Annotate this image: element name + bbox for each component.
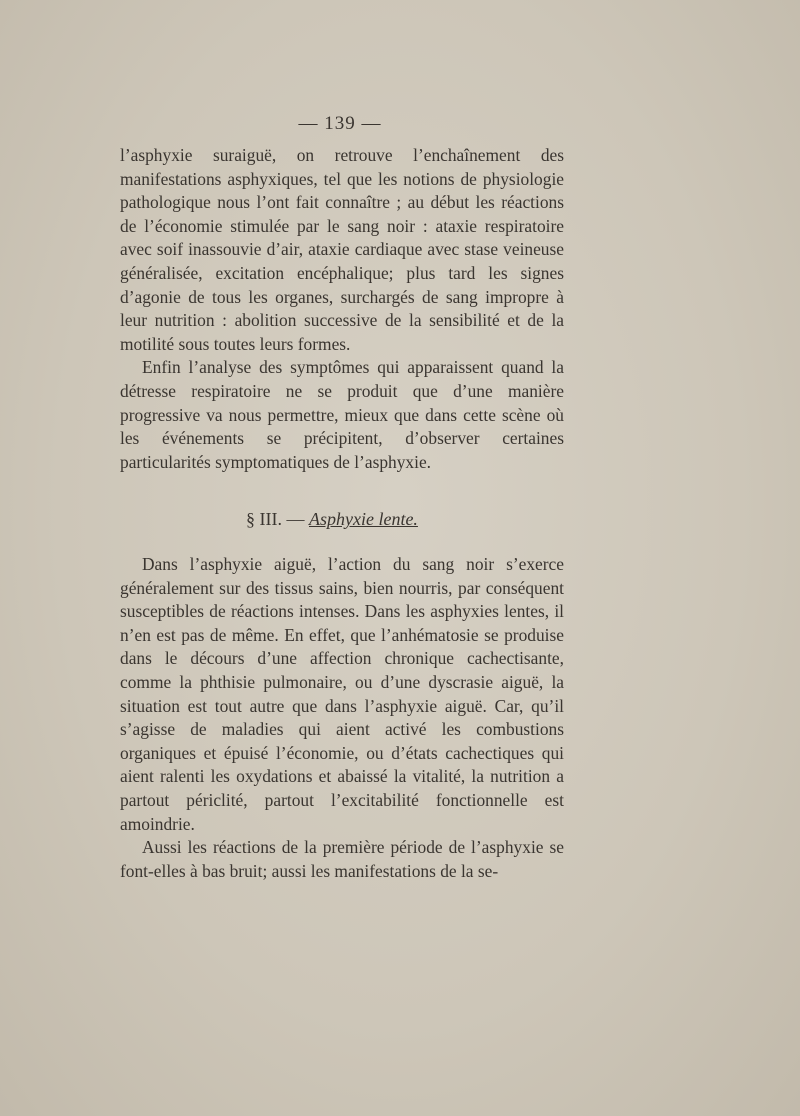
page-number: — 139 —: [298, 113, 382, 134]
paragraph: Dans l’asphyxie aiguë, l’action du sang noir s’exerce généralement sur des tissus sains, bien nourris, par conséquent susceptibles de réactions intenses. Dans les asphyxies lentes, il n’en est pas de même. En effet, que l’anhématosie se produise dans le décours d’une affection chronique cachectisante, comme la phthisie pulmonaire, ou d’une dyscrasie aiguë, la situation est tout autre que dans l’asphyxie aiguë. Car, qu’il s’agisse de maladies qui aient activé les combustions organiques et épuisé l’économie, ou d’états cachectiques qui aient ralenti les oxydations et abaissé la vitalité, la nutrition a partout périclité, partout l’excitabilité fonctionnelle est amoindrie.: [120, 554, 564, 834]
section-heading: [246, 509, 418, 530]
section-title: Asphyxie lente.: [308, 509, 418, 529]
paragraph: Aussi les réactions de la première période de l’asphyxie se font-elles à bas bruit; aussi les manifestations de la se-: [120, 837, 564, 881]
section-number: § III. —: [246, 509, 309, 529]
text-block-top: [120, 144, 564, 474]
paragraph: Enfin l’analyse des symptômes qui apparaissent quand la détresse respiratoire ne se produit que d’une manière progressive va nous permettre, mieux que dans cette scène où les événements se précipitent, d’observer certaines particularités symptomatiques de l’asphyxie.: [120, 357, 564, 472]
text-block-bottom: [120, 553, 564, 883]
paragraph: l’asphyxie suraiguë, on retrouve l’enchaînement des manifestations asphyxiques, tel que les notions de physiologie pathologique nous l’ont fait connaître ; au début les réactions de l’économie stimulée par le sang noir : ataxie respiratoire avec soif inassouvie d’air, ataxie cardiaque avec stase veineuse généralisée, excitation encéphalique; plus tard les signes d’agonie de tous les organes, surchargés de sang impropre à leur nutrition : abolition successive de la sensibilité et de la motilité sous toutes leurs formes.: [120, 145, 564, 354]
